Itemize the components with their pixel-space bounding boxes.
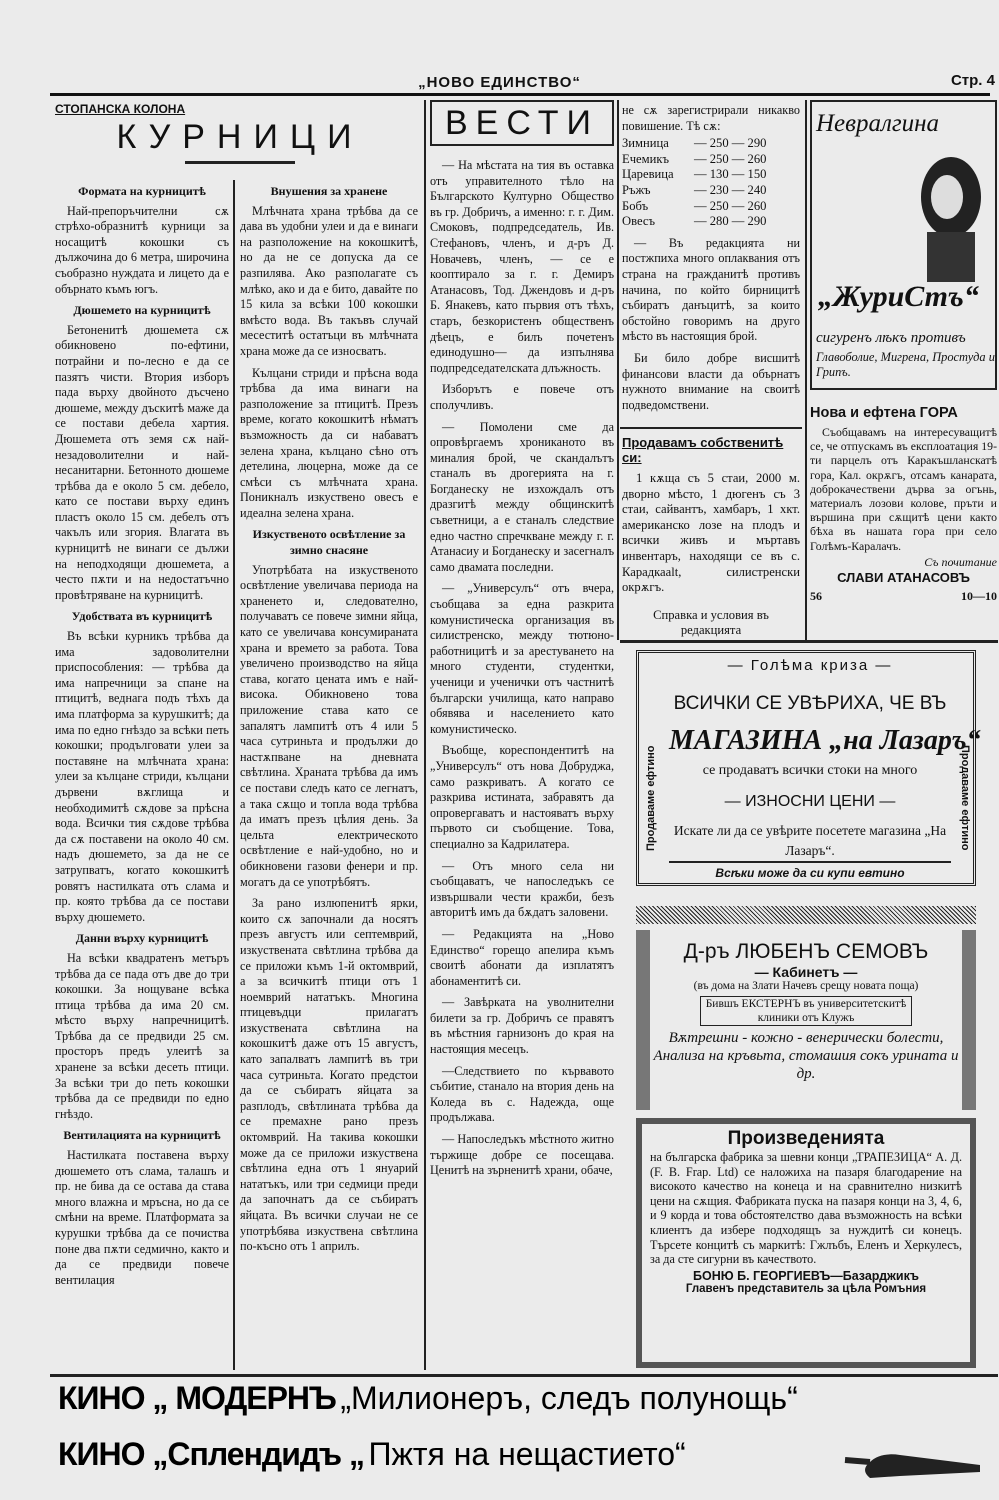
extern-box: Бившъ ЕКСТЕРНЪ въ университетскитѣ клиники отъ Клужъ	[700, 996, 912, 1026]
news-item: Изборътъ е повече отъ сполучливъ.	[430, 382, 614, 412]
grain-name: Ечемикъ	[622, 151, 669, 166]
kino-line-1	[58, 1380, 998, 1417]
gora-title: Нова и ефтена ГОРА	[810, 405, 958, 421]
pointing-hand-icon	[840, 1440, 990, 1490]
paragraph: Бетоненитѣ дюшемета сѫ обикновено по-ефтини, потрайни и по-лесно е да се пазятъ чисти. Втория изборъ пада върху двойното дъсчено дюшеме, между дъскитѣ маже да се постави дебела хартия. Дюшемета отъ земя сѫ най-незадоволителни и най-несанитарни. Бетонното дюшеме трѣбва да е около 5 см. дебело, като се постави върху единъ пластъ около 15 см. дебелъ отъ чакълъ или згория. Влагата въ курницитѣ не винаги се дължи на неподходящи дюшемета, а често пѫти и на недостатъчно провѣтряване на курницитѣ.	[55, 322, 229, 602]
price-row	[622, 167, 800, 183]
trapezica-rep2: Главенъ представитель за цѣла Ромъния	[685, 1282, 927, 1295]
sale-footer: Справка и условия въ редакцията	[653, 607, 769, 637]
remedy-line: сигуренъ лѣкъ противъ	[816, 330, 966, 346]
price-list	[622, 136, 800, 230]
gora-num2: 10—10	[961, 588, 997, 603]
grain-price: — 250 — 290	[694, 136, 767, 151]
subheading: Данни върху курницитѣ	[75, 931, 209, 946]
page-number: Стр. 4	[950, 72, 995, 89]
paragraph: На всѣки квадратенъ метъръ трѣбва да се пада отъ две до три кокошки. За нощуване всѣка птица трѣбва да има 20 см. мѣсто върху напречницитѣ. Трѣбва да се предвиди 25 см. просторъ предъ улеитѣ за хранене за всѣки десеть птици. За всѣки три до петь кокошки трѣбва да се предвиди по едно гнѣздо.	[55, 950, 229, 1121]
vesti-continued	[622, 103, 800, 419]
lazar-line6: Всѣки може да си купи евтино	[669, 861, 951, 880]
lazar-line5: Искате ли да се увѣрите посетете магазина „На Лазаръ“.	[673, 823, 947, 858]
lazar-ad	[636, 650, 981, 886]
grain-name: Бобъ	[622, 198, 649, 213]
price-row	[622, 199, 800, 215]
doctor-name: Д-ръ ЛЮБЕНЪ СЕМОВЪ	[683, 940, 929, 963]
paragraph: Най-препоръчителни сѫ стрѣхо-образнитѣ курници за носащитѣ кокошки съ дължочина до 6 метра, широчина съобразно нуждата и лицето да е обърнато къмъ югъ.	[55, 203, 229, 296]
lazar-line2: МАГАЗИНА „на Лазаръ“	[669, 725, 981, 756]
grain-price: — 130 — 150	[694, 167, 767, 182]
vesti-title: ВЕСТИ	[430, 100, 614, 146]
subheading: Удобствата въ курницитѣ	[71, 609, 213, 624]
header-rule	[50, 93, 990, 96]
sale-body: 1 кѫща съ 5 стаи, 2000 м. дворно мѣсто, 1 дюгенъ съ 3 стаи, сайвантъ, хамбаръ, 1 хкт. американско лозе на плодъ и всички живъ и мъртавъ инвентаръ, находящи се въ с. Карадкааlt, силистренски окрѫгъ.	[622, 471, 800, 595]
paragraph: Употрѣбата на изкуственото освѣтление увеличава периода на храненето и, следователно, получаватъ се повече зимни яйца, като се увеличава консумираната храна и времето за работа. Това увеличено производство на яйца става, когато цената имъ е най-висока. Обикновено това приложение става като се запалятъ лампитѣ отъ 4 или 5 часа сутриньта и продължи до настѫпване на дневната свѣтлина. Храната трѣбва да имъ се постави следъ като се легнатъ, а така сѫщо и топла вода трѣбва да иматъ презъ цѣлия день. За цельта електрическото освѣтление е най-удобно, но и обикновени газови фенери и пр. могатъ да се употрѣбятъ.	[240, 562, 418, 889]
sale-ad	[622, 435, 800, 638]
grain-price: — 250 — 260	[694, 198, 767, 213]
paragraph: Въ всѣки курникъ трѣбва да има задоволителни приспособления: — трѣбва да има напречници за спане на птицитѣ, веднага подъ тѣхъ да има платформа за курушкитѣ; да има по едно гнѣздо за всѣки петь кокошки; продълговати улеи за поставяне на млѣчната храна: улеи за кълцане стриди, кълцани дървени вѫглища и необходимитѣ сѫдове за прѣсна вода. Всички тия сѫдове трѣбва да сѫ поставени на около 40 см. надъ дюшемето, за да не се затрупватъ, когато кокошкитѣ ровятъ настилката отъ слама и пр. която трѣбва да се постави върху дюшемето.	[55, 629, 229, 924]
face-illustration-icon	[907, 142, 993, 282]
price-row	[622, 214, 800, 230]
kino-modern: КИНО „ МОДЕРНЪ	[58, 1380, 336, 1416]
column-divider	[805, 100, 807, 640]
ads-top-rule	[620, 640, 998, 643]
paragraph: Настилката поставена върху дюшемето отъ слама, талашъ и пр. не бива да се остава да става много влажна и мръсна, но да се смѣни на време. Платформата за курушки трѣбва да се почиства поне два пѫти седмично, както и да се предвиди повече вентилация	[55, 1148, 229, 1287]
kurnici-column-1	[55, 180, 229, 1368]
title-ornament	[185, 161, 295, 164]
price-row	[622, 136, 800, 152]
gora-body: Съобщавамъ на интересуващитѣ се, че отпускамъ въ експлоатация 19-ти парцелъ отъ Каракъшланскатѣ гора, Кал. окрѫгъ, отсамъ канарата, доброкачествени дърва за огънь, материалъ лозови колове, пръти и вършина при сѫщитѣ цени както бѣха въ нашата гора при село Голѣмъ-Каралачъ.	[810, 425, 997, 553]
kurnici-column-2	[240, 180, 418, 1368]
brand-name: „ЖуриСтъ“	[818, 280, 979, 313]
grain-name: Овесъ	[622, 214, 655, 229]
specialty-2: Анализа на кръвьта, стомашия сокъ урината и др.	[653, 1048, 959, 1082]
article-title: КУРНИЦИ	[116, 118, 364, 156]
lazar-head: — Голѣма криза —	[727, 657, 893, 674]
subheading: Изкуственото освѣтление за зимно снасяне	[252, 527, 406, 558]
nevralgina-ad	[810, 100, 997, 390]
news-item: — Напоследъкъ мѣстното житно тържище добре се посещава. Ценитѣ на зърненитѣ храни, обаче,	[430, 1132, 614, 1178]
kino-splendid: КИНО „Сплендидъ „	[58, 1436, 364, 1472]
price-intro: не сѫ зарегистрирали никакво повишение. Тѣ сѫ:	[622, 103, 800, 133]
news-item: — Завѣрката на уволнителни билети за гр. Добричъ се правятъ въ мѣстния гарнизонъ до края на настоящия месецъ.	[430, 995, 614, 1057]
trapezica-body: на българска фабрика за шевни конци „ТРАПЕЗИЦА“ А. Д. (F. B. Frap. Ltd) се наложиха на пазаря благодарение на високото качество на конеца и на сравнително низкитѣ цени на сѫщия. Фабриката пуска на пазаря конци на 3, 4, 6, и 9 корда и това обстоятелство дава възможность на всѣки клиентъ да избере подходящъ за нуждитѣ си конецъ. Търсете концитѣ съ маркитѣ: Гжлъбъ, Еленъ и Херкулесъ, за да сте сигурни въ качеството.	[650, 1150, 962, 1267]
news-item: Въобще, кореспондентитѣ на „Универсулъ“ отъ нова Добруджа, само разкриватъ. А когато се разкрива истината, забравятъ да опровергаватъ и настояватъ върху първото си съобщение. Това, специално за Кадрилатера.	[430, 743, 614, 851]
paragraph: Кълцани стриди и прѣсна вода трѣбва да има винаги на разположение за птицитѣ. Презъ време, когато кокошкитѣ нѣматъ възможность да си набаватъ зелена храна, кълцано сѣно отъ детелина, люцерна, може да се смѣси съ млѣчната храна. Поникналъ изкуствено овесъ е идеална зелена храна.	[240, 365, 418, 520]
address: (въ дома на Злати Начевъ срещу новата поща)	[693, 980, 919, 992]
specialty-1: Вѫтрешни - кожно - венерически болести,	[668, 1030, 944, 1046]
column-divider	[617, 100, 619, 640]
trapezica-title: Произведенията	[727, 1128, 885, 1149]
grain-price: — 280 — 290	[694, 214, 767, 229]
news-item: — Отъ много села ни съобщаватъ, че напоследъкъ се извършвали чести кражби, безъ авторитѣ имъ да бѫдатъ заловени.	[430, 858, 614, 920]
gora-num: 56	[810, 588, 822, 603]
lazar-line3: се продаватъ всички стоки на много	[702, 763, 918, 778]
kurnici-header	[55, 102, 425, 164]
side-label-right: Продаваме ефтино	[959, 745, 971, 851]
gora-ad	[810, 405, 997, 640]
price-row	[622, 152, 800, 168]
grain-name: Царевица	[622, 167, 674, 182]
grain-price: — 230 — 240	[694, 182, 767, 197]
kino-rule	[50, 1374, 998, 1377]
newspaper-title: „НОВО ЕДИНСТВО“	[418, 74, 581, 91]
news-item: Би било добре висшитѣ финансови власти да обърнатъ нужното внимание на своитѣ подведомствени.	[622, 350, 800, 412]
price-row	[622, 183, 800, 199]
grain-name: Зимница	[622, 136, 669, 151]
sale-title: Продавамъ собственитѣ си:	[622, 435, 784, 465]
lazar-line1: ВСИЧКИ СЕ УВѢРИХА, ЧЕ ВЪ	[673, 693, 947, 714]
news-item: — Помолени сме да опровѣргаемъ хрониканото въ миналия брой, че скандалътъ станалъ въ дрогерията на г. Богданеску не изхождалъ отъ дразгитѣ между общинскитѣ съветници, а е станалъ следствие едно частно спречкване между г. г. Атанасиу и Богданеску и засегналъ само двамата последни.	[430, 419, 614, 574]
semov-ad	[636, 930, 976, 1110]
grain-name: Ръжъ	[622, 182, 651, 197]
side-label-left: Продаваме ефтино	[645, 745, 657, 851]
nevralgina-top: Невралгина	[816, 110, 940, 137]
kino-splendid-film: Пжтя на нещастието“	[368, 1436, 686, 1472]
gora-name: СЛАВИ АТАНАСОВЪ	[837, 569, 970, 585]
news-item: — Редакцията на „Ново Единство“ горещо апелира къмъ своитѣ абонати да изплатятъ абонаментитѣ си.	[430, 926, 614, 988]
subheading: Внушения за хранене	[270, 184, 388, 198]
section-rule	[620, 427, 802, 429]
column-divider	[233, 180, 235, 1370]
lazar-line4: — ИЗНОСНИ ЦЕНИ —	[724, 793, 896, 810]
news-item: — На мѣстата на тия въ оставка отъ управителното тѣло на Българското Културно Общество въ гр. Добричъ, а именно: г. г. Дим. Смоковъ, подпредседатель, Ив. Стефановъ, членъ, и д-ръ Д. Новачевъ, членъ, — се е кооптирало за г. г. Демиръ Атанасовъ, Тод. Джендовъ и д-ръ Б. Янакевъ, като първия отъ тѣхъ, старъ, безкористенъ общественъ дѣецъ, е билъ почетенъ единодушно— да изпълнява подпредседателската длъжность.	[430, 158, 614, 375]
news-item: — Въ редакцията ни постжпиха много оплаквания отъ страна на гражданитѣ противъ начина, по който бирницитѣ събиратъ данъцитѣ, за които обстойно говоримъ на друго мѣсто въ настоящия брой.	[622, 235, 800, 344]
trapezica-rep: БОНЮ Б. ГЕОРГИЕВЪ—Базарджикъ	[693, 1268, 919, 1283]
gora-sign: Съ почитание	[924, 554, 997, 569]
news-item: — „Универсулъ“ отъ вчера, съобщава за една разкрита комунистическа организация въ силистренско, между тютюно-работницитѣ и за арестуването на много студенти, студентки, ученици и ученички отъ частнитѣ български училища, като направо обявява и населението като комунистическо.	[430, 581, 614, 736]
subheading: Формата на курницитѣ	[78, 184, 206, 198]
news-item: —Следствието по кървавото събитие, станало на втория день на Коледа въ с. Надежда, още продължава.	[430, 1063, 614, 1125]
section-label: СТОПАНСКА КОЛОНА	[55, 102, 186, 116]
column-divider	[424, 100, 426, 1370]
vesti-column	[430, 158, 614, 1368]
dotted-band	[636, 906, 976, 924]
paragraph: Млѣчната храна трѣбва да се дава въ удобни улеи и да е винаги на разположение на кокошкитѣ, но да не се допуска да се разпилява. Ако разполагате съ млѣко, ако и да е бито, давайте по 15 кила за всѣки 100 кокошки вмѣсто вода. Въ такъвъ случай месеститѣ остатъци въ млѣчната храна може да се износватъ.	[240, 203, 418, 358]
trapezica-ad	[636, 1118, 976, 1368]
grain-price: — 250 — 260	[694, 151, 767, 166]
remedy-list: Главоболие, Мигрена, Простуда и Грипъ.	[816, 350, 995, 379]
subheading: Вентилацията на курницитѣ	[63, 1128, 221, 1143]
kino-modern-film: „Милионеръ, следъ полунощь“	[340, 1380, 798, 1416]
cabinet-label: — Кабинетъ —	[754, 964, 858, 980]
paragraph: За рано излюпенитѣ ярки, които сѫ започнали да носятъ презъ августъ или септемврий, изкуствената свѣтлина трѣбва да се приложи къмъ 1-й октомврий, а за всичкитѣ птици отъ 1 ноемврий нататъкъ. Многина птицевъдци прилагатъ изкуствената свѣтлина на кокошкитѣ даже отъ 15 августъ, като запалватъ лампитѣ въ три часа сутриньта. Когато предстои да се събиратъ яйцата за разплодъ, свѣтлината трѣбва да се премахне рано презъ октомврий. На такива кокошки може да се приложи изкуствена свѣтлина една отъ 1 януарий нататъкъ, или три седмици преди да започнатъ да се събиратъ яйцата. Въ всички случаи не се употрѣбява изкуствена свѣтлина по-късно отъ 1 априлъ.	[240, 896, 418, 1254]
subheading: Дюшемето на курницитѣ	[73, 303, 211, 318]
